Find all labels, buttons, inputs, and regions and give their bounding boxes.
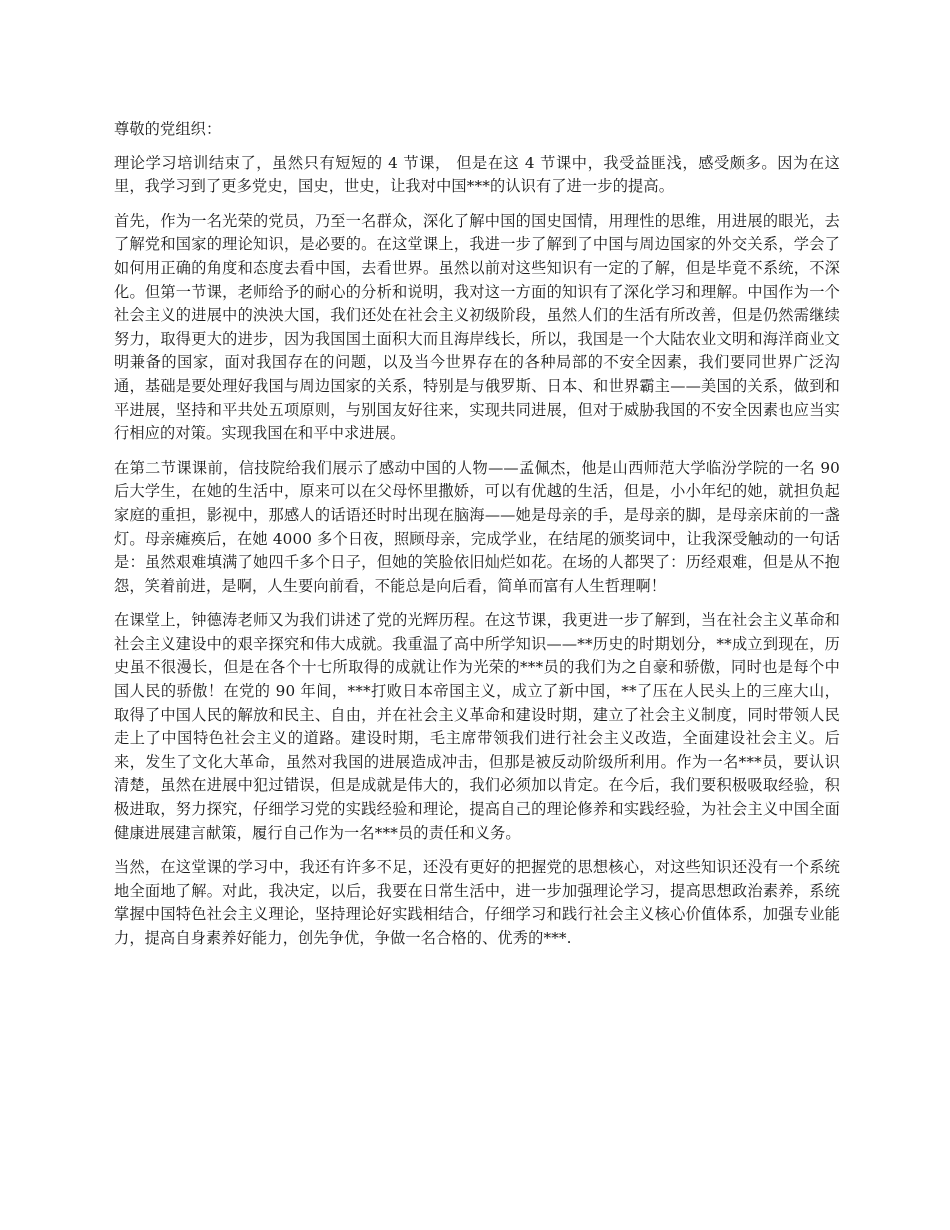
- paragraph-party-history: 在课堂上，钟德涛老师又为我们讲述了党的光辉历程。在这节课，我更进一步了解到，当在社会主义革命和社会主义建设中的艰辛探究和伟大成就。我重温了高中所学知识——**历史的时期划分，**成立到现在，历史虽不很漫长，但是在各个十七所取得的成就让作为光荣的***员的我们为之自豪和骄傲，同时也是每个中国人民的骄傲！在党的 90 年间，***打败日本帝国主义，成立了新中国，**了压在人民头上的三座大山，取得了中国人民的解放和民主、自由，并在社会主义革命和建设时期，建立了社会主义制度，同时带领人民走上了中国特色社会主义的道路。建设时期，毛主席带领我们进行社会主义改造，全面建设社会主义。后来，发生了文化大革命，虽然对我国的进展造成冲击，但那是被反动阶级所利用。作为一名***员，要认识清楚，虽然在进展中犯过错误，但是成就是伟大的，我们必须加以肯定。在今后，我们要积极吸取经验，积极进取，努力探究，仔细学习党的实践经验和理论，提高自己的理论修养和实践经验，为社会主义中国全面健康进展建言献策，履行自己作为一名***员的责任和义务。: [114, 611, 840, 842]
- paragraph-second-lesson: 在第二节课课前，信技院给我们展示了感动中国的人物——孟佩杰，他是山西师范大学临汾学院的一名 90 后大学生，在她的生活中，原来可以在父母怀里撒娇，可以有优越的生活，但是，小小年纪的她，就担负起家庭的重担，影视中，那感人的话语还时时出现在脑海——她是母亲的手，是母亲的脚，是母亲床前的一盏灯。母亲瘫痪后，在她 4000 多个日夜，照顾母亲，完成学业，在结尾的颁奖词中，让我深受触动的一句话是：虽然艰难填满了她四千多个日子，但她的笑脸依旧灿烂如花。在场的人都哭了：历经艰难，但是从不抱怨，笑着前进，是啊，人生要向前看，不能总是向后看，简单而富有人生哲理啊！: [114, 458, 840, 595]
- paragraph-conclusion: 当然，在这堂课的学习中，我还有许多不足，还没有更好的把握党的思想核心，对这些知识还没有一个系统地全面地了解。对此，我决定，以后，我要在日常生活中，进一步加强理论学习，提高思想政治素养，系统掌握中国特色社会主义理论，坚持理论好实践相结合，仔细学习和践行社会主义核心价值体系，加强专业能力，提高自身素养好能力，创先争优，争做一名合格的、优秀的***.: [114, 858, 840, 947]
- document-page: [114, 118, 840, 962]
- paragraph-first-lesson: 首先，作为一名光荣的党员，乃至一名群众，深化了解中国的国史国情，用理性的思维，用进展的眼光，去了解党和国家的理论知识，是必要的。在这堂课上，我进一步了解到了中国与周边国家的外交关系，学会了如何用正确的角度和态度去看中国，去看世界。虽然以前对这些知识有一定的了解，但是毕竟不系统，不深化。但第一节课，老师给予的耐心的分析和说明，我对这一方面的知识有了深化学习和理解。中国作为一个社会主义的进展中的泱泱大国，我们还处在社会主义初级阶段，虽然人们的生活有所改善，但是仍然需继续努力，取得更大的进步，因为我国国土面积大而且海岸线长，所以，我国是一个大陆农业文明和海洋商业文明兼备的国家，面对我国存在的问题，以及当今世界存在的各种局部的不安全因素，我们要同世界广泛沟通，基础是要处理好我国与周边国家的关系，特别是与俄罗斯、日本、和世界霸主——美国的关系，做到和平进展，坚持和平共处五项原则，与别国友好往来，实现共同进展，但对于威胁我国的不安全因素也应当实行相应的对策。实现我国在和平中求进展。: [114, 211, 840, 443]
- salutation: 尊敬的党组织：: [114, 120, 222, 138]
- paragraph-intro: 理论学习培训结束了，虽然只有短短的 4 节课， 但是在这 4 节课中，我受益匪浅，感受颇多。因为在这里，我学习到了更多党史，国史，世史，让我对中国***的认识有了进一步的提高。: [114, 153, 840, 196]
